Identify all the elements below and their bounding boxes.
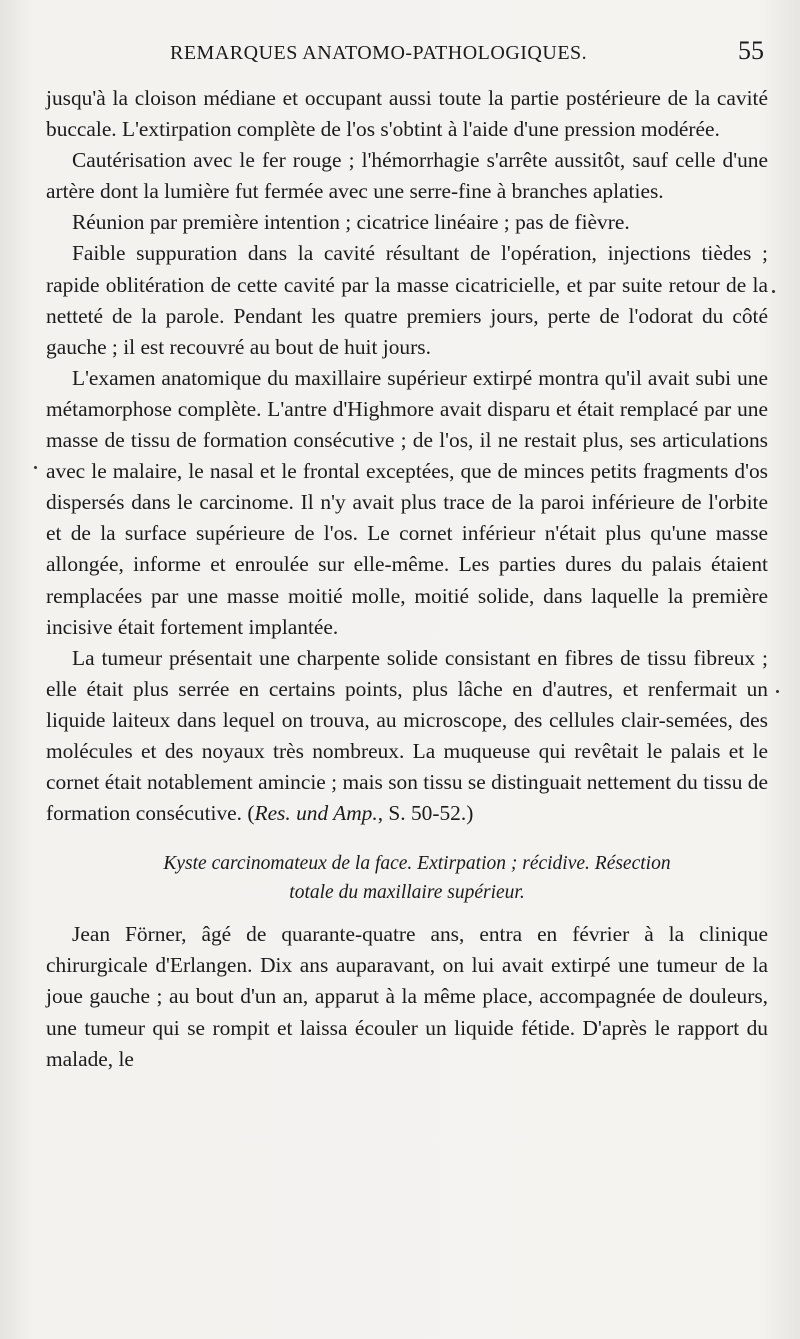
print-speck [772,290,775,293]
paragraph: Faible suppuration dans la cavité résultant de l'opération, injections tièdes ; rapide oblitération de cette cavité par la masse cicatricielle, et par suite retour de la netteté de la parole. Pendant les quatre premiers jours, perte de l'odorat du côté gauche ; il est recouvré au bout de huit jours. [46,241,768,359]
citation-pages: , S. 50-52.) [377,801,474,826]
page-number: 55 [738,36,764,65]
paragraph: L'examen anatomique du maxillaire supérieur extirpé montra qu'il avait subi une métamorphose complète. L'antre d'Highmore avait disparu et était remplacé par une masse de tissu de formation consécutive ; de l'os, il ne restait plus, ses articulations avec le malaire, le nasal et le frontal exceptées, que de minces petits fragments d'os dispersés dans le carcinome. Il n'y avait plus trace de la paroi inférieure de l'orbite et de la surface supérieure de l'os. Le cornet inférieur n'était plus qu'une masse allongée, informe et enroulée sur elle-même. Les parties dures du palais étaient remplacées par une masse moitié molle, moitié solide, dans laquelle la première incisive était fortement implantée. [46,365,768,639]
paragraph: Réunion par première intention ; cicatrice linéaire ; pas de fièvre. [72,210,630,235]
print-speck [776,690,779,693]
page-header [0,36,800,76]
section-heading [46,849,768,907]
page-body [46,83,768,1075]
section-heading-line: totale du maxillaire supérieur. [289,882,525,904]
paragraph: Cautérisation avec le fer rouge ; l'hémorrhagie s'arrête aussitôt, sauf celle d'une artère dont la lumière fut fermée avec une serre-fine à branches aplaties. [46,148,768,204]
paragraph: Jean Förner, âgé de quarante-quatre ans, entra en février à la clinique chirurgicale d'Erlangen. Dix ans auparavant, on lui avait extirpé une tumeur de la joue gauche ; au bout d'un an, apparut à la même place, accompagnée de douleurs, une tumeur qui se rompit et laissa écouler un liquide fétide. D'après le rapport du malade, le [46,922,768,1071]
paragraph-text: La tumeur présentait une charpente solide consistant en fibres de tissu fibreux ; elle était plus serrée en certains points, plus lâche en d'autres, et renfermait un liquide laiteux dans lequel on trouva, au microscope, des cellules clair-semées, des molécules et des noyaux très nombreux. La muqueuse qui revêtait le palais et le cornet était notablement amincie ; mais son tissu se distinguait nettement du tissu de formation consécutive. ( [46,645,768,826]
print-speck [34,466,37,469]
paragraph-with-citation [46,643,768,830]
running-title: REMARQUES ANATOMO-PATHOLOGIQUES. [170,42,588,64]
citation-source: Res. und Amp. [254,801,378,826]
section-heading-line: Kyste carcinomateux de la face. Extirpation ; récidive. Résection [163,853,671,875]
paragraph: jusqu'à la cloison médiane et occupant aussi toute la partie postérieure de la cavité buccale. L'extirpation complète de l'os s'obtint à l'aide d'une pression modérée. [46,86,768,142]
